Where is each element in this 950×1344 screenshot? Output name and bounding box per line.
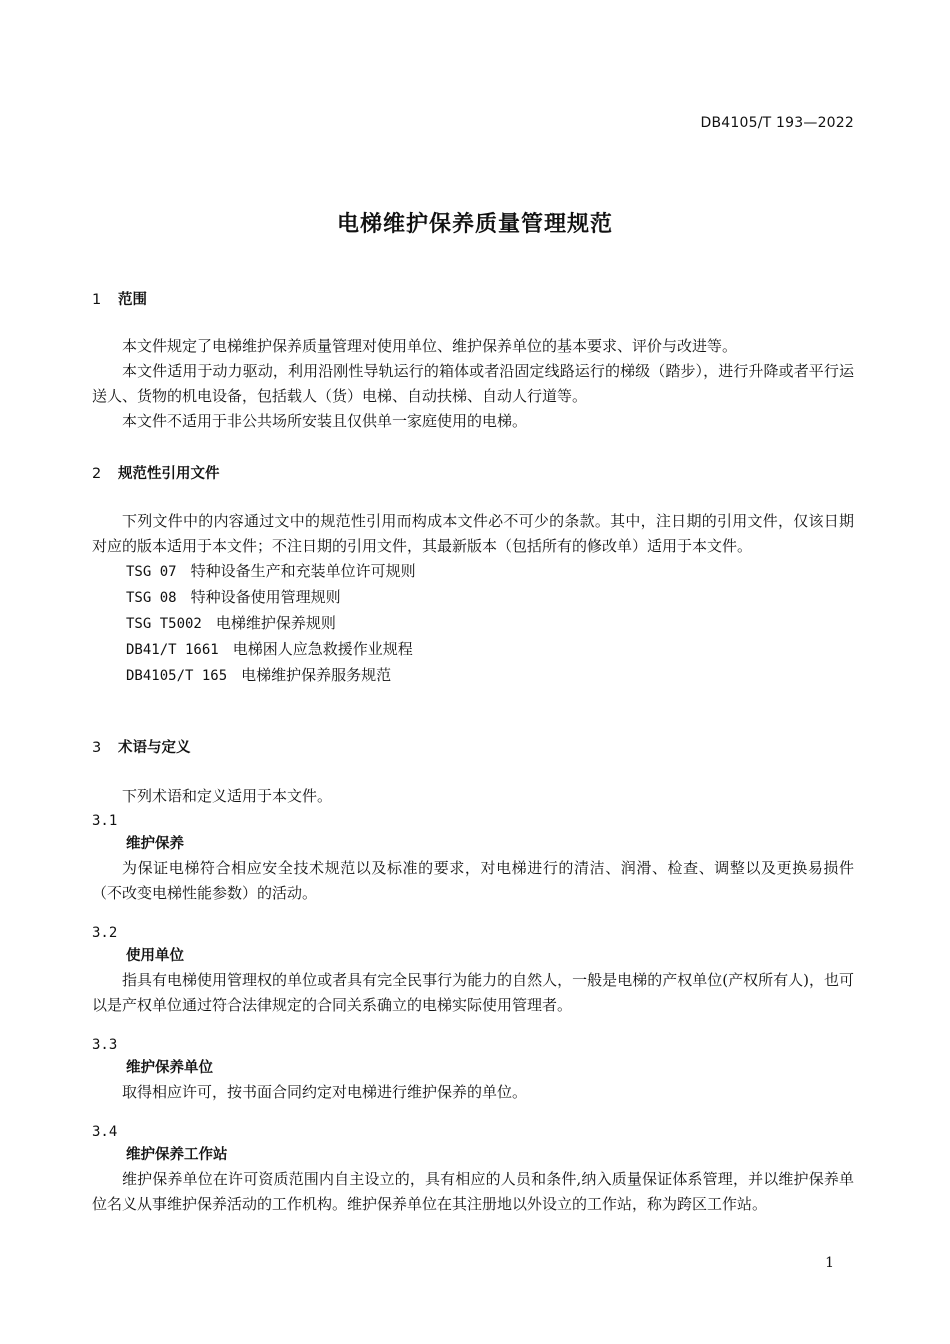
reference-item: [92, 559, 854, 585]
scope-body: [92, 334, 854, 434]
paragraph: 本文件规定了电梯维护保养质量管理对使用单位、维护保养单位的基本要求、评价与改进等。: [122, 337, 738, 355]
reference-item: [92, 637, 854, 663]
reference-name: 电梯维护保养服务规范: [241, 666, 392, 684]
paragraph: 本文件适用于动力驱动，利用沿刚性导轨运行的箱体或者沿固定线路运行的梯级（踏步），进行升降或者平行运送人、货物的机电设备，包括载人（货）电梯、自动扶梯、自动人行道等。: [92, 362, 854, 405]
term-definition: 维护保养单位在许可资质范围内自主设立的，具有相应的人员和条件,纳入质量保证体系管理，并以维护保养单位名义从事维护保养活动的工作机构。维护保养单位在其注册地以外设立的工作站，称为跨区工作站。: [92, 1170, 854, 1213]
reference-code: TSG T5002: [126, 616, 202, 632]
section-title: 规范性引用文件: [118, 466, 220, 482]
section-terms-definitions: [92, 736, 854, 757]
section-title: 术语与定义: [118, 740, 191, 756]
paragraph: 本文件不适用于非公共场所安装且仅供单一家庭使用的电梯。: [122, 412, 528, 430]
reference-item: [92, 585, 854, 611]
section-scope: [92, 288, 854, 309]
term-entry-3-1: [92, 810, 854, 906]
term-definition: 取得相应许可，按书面合同约定对电梯进行维护保养的单位。: [122, 1083, 528, 1101]
term-name: 维护保养单位: [126, 1060, 213, 1076]
term-name: 维护保养工作站: [126, 1147, 228, 1163]
reference-code: DB4105/T 165: [126, 668, 228, 684]
section-number: 3: [92, 740, 102, 756]
section-title: 范围: [118, 292, 147, 308]
term-name: 维护保养: [126, 836, 184, 852]
term-number: 3.4: [92, 1124, 118, 1140]
section-number: 1: [92, 292, 102, 308]
section-number: 2: [92, 466, 102, 482]
reference-code: DB41/T 1661: [126, 642, 219, 658]
term-number: 3.1: [92, 813, 118, 829]
terms-intro: [92, 784, 854, 809]
reference-item: [92, 663, 854, 689]
term-definition: 指具有电梯使用管理权的单位或者具有完全民事行为能力的自然人，一般是电梯的产权单位(产权所有人)，也可以是产权单位通过符合法律规定的合同关系确立的电梯实际使用管理者。: [92, 971, 854, 1014]
term-entry-3-2: [92, 922, 854, 1018]
reference-name: 特种设备生产和充装单位许可规则: [190, 562, 416, 580]
reference-code: TSG 08: [126, 590, 177, 606]
term-entry-3-4: [92, 1121, 854, 1217]
reference-code: TSG 07: [126, 564, 177, 580]
page-number: 1: [825, 1255, 834, 1271]
section-normative-references: [92, 462, 854, 483]
reference-item: [92, 611, 854, 637]
section-heading: [92, 288, 854, 309]
term-number: 3.2: [92, 925, 118, 941]
term-number: 3.3: [92, 1037, 118, 1053]
reference-name: 电梯维护保养规则: [215, 614, 336, 632]
reference-name: 电梯困人应急救援作业规程: [232, 640, 413, 658]
term-entry-3-3: [92, 1034, 854, 1105]
paragraph: 下列术语和定义适用于本文件。: [122, 787, 333, 805]
term-name: 使用单位: [126, 948, 184, 964]
document-title: 电梯维护保养质量管理规范: [336, 212, 613, 237]
term-definition: 为保证电梯符合相应安全技术规范以及标准的要求，对电梯进行的清洁、润滑、检查、调整以及更换易损件（不改变电梯性能参数）的活动。: [92, 859, 854, 902]
document-code: DB4105/T 193—2022: [700, 115, 854, 131]
references-body: [92, 509, 854, 689]
section-heading: [92, 462, 854, 483]
paragraph: 下列文件中的内容通过文中的规范性引用而构成本文件必不可少的条款。其中，注日期的引用文件，仅该日期对应的版本适用于本文件；不注日期的引用文件，其最新版本（包括所有的修改单）适用于本文件。: [92, 512, 854, 555]
section-heading: [92, 736, 854, 757]
reference-name: 特种设备使用管理规则: [190, 588, 341, 606]
